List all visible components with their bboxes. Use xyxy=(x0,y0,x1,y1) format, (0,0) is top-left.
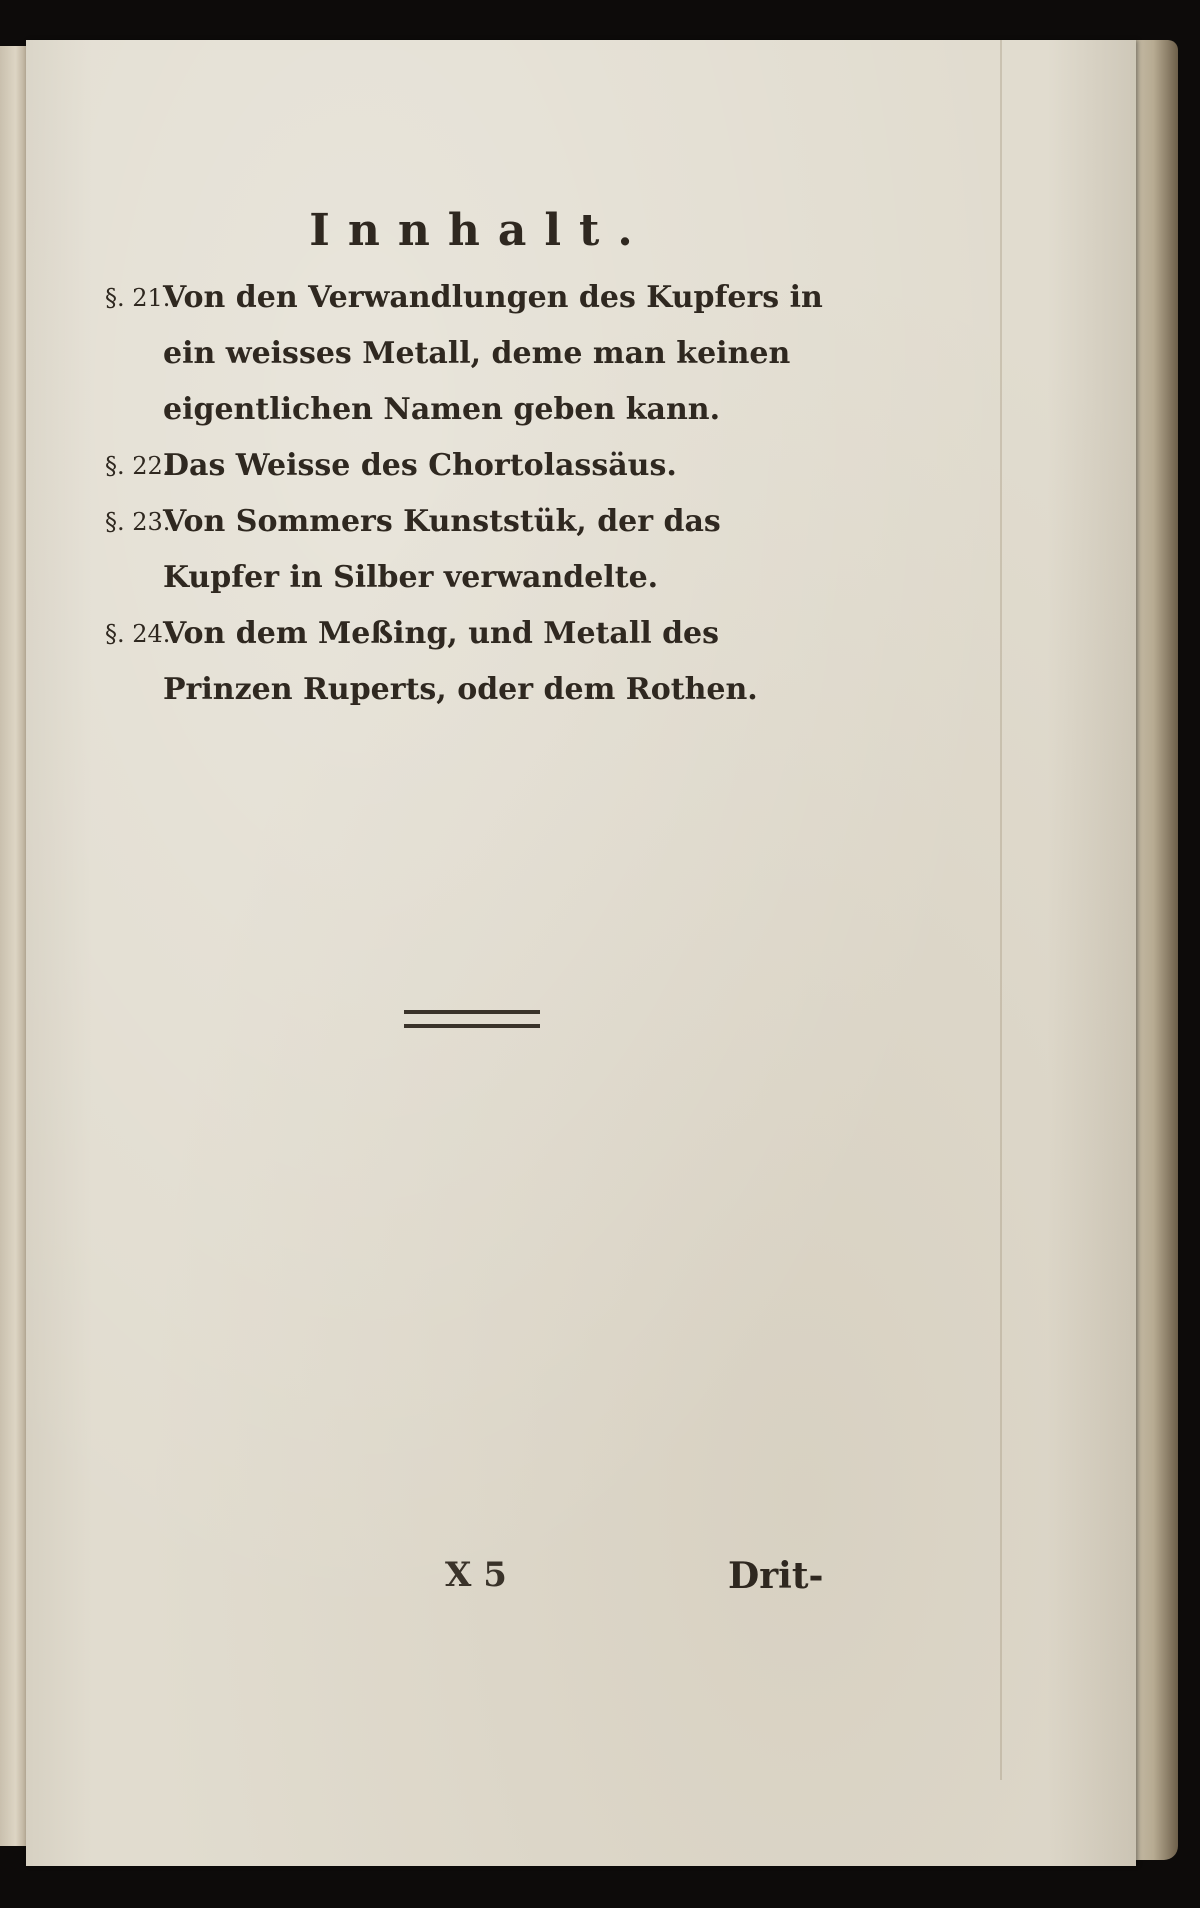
section-divider-rule xyxy=(404,1010,540,1028)
entry-title: Von Sommers Kunststük, der das Kupfer in Silber verwandelte. xyxy=(163,504,721,595)
signature-mark: X 5 xyxy=(445,1555,507,1595)
page-heading: Innhalt. xyxy=(309,205,651,256)
left-page-edge xyxy=(0,46,26,1846)
page-fold-line xyxy=(1000,40,1002,1780)
contents-entry xyxy=(105,438,825,494)
contents-block xyxy=(105,205,825,718)
entry-title: Von dem Meßing, und Metall des Prinzen Ruperts, oder dem Rothen. xyxy=(163,616,758,707)
contents-entry xyxy=(105,270,825,438)
contents-entry xyxy=(105,606,825,718)
entry-number: §. 24. xyxy=(105,620,171,648)
catchword: Drit- xyxy=(728,1555,824,1597)
entry-number: §. 21. xyxy=(105,284,171,312)
entry-number: §. 23. xyxy=(105,508,171,536)
entry-title: Von den Verwandlungen des Kupfers in ein weisses Metall, deme man keinen eigentlichen Namen geben kann. xyxy=(163,280,823,427)
entry-title: Das Weisse des Chortolassäus. xyxy=(163,448,677,483)
contents-entry xyxy=(105,494,825,606)
entry-number: §. 22. xyxy=(105,452,171,480)
